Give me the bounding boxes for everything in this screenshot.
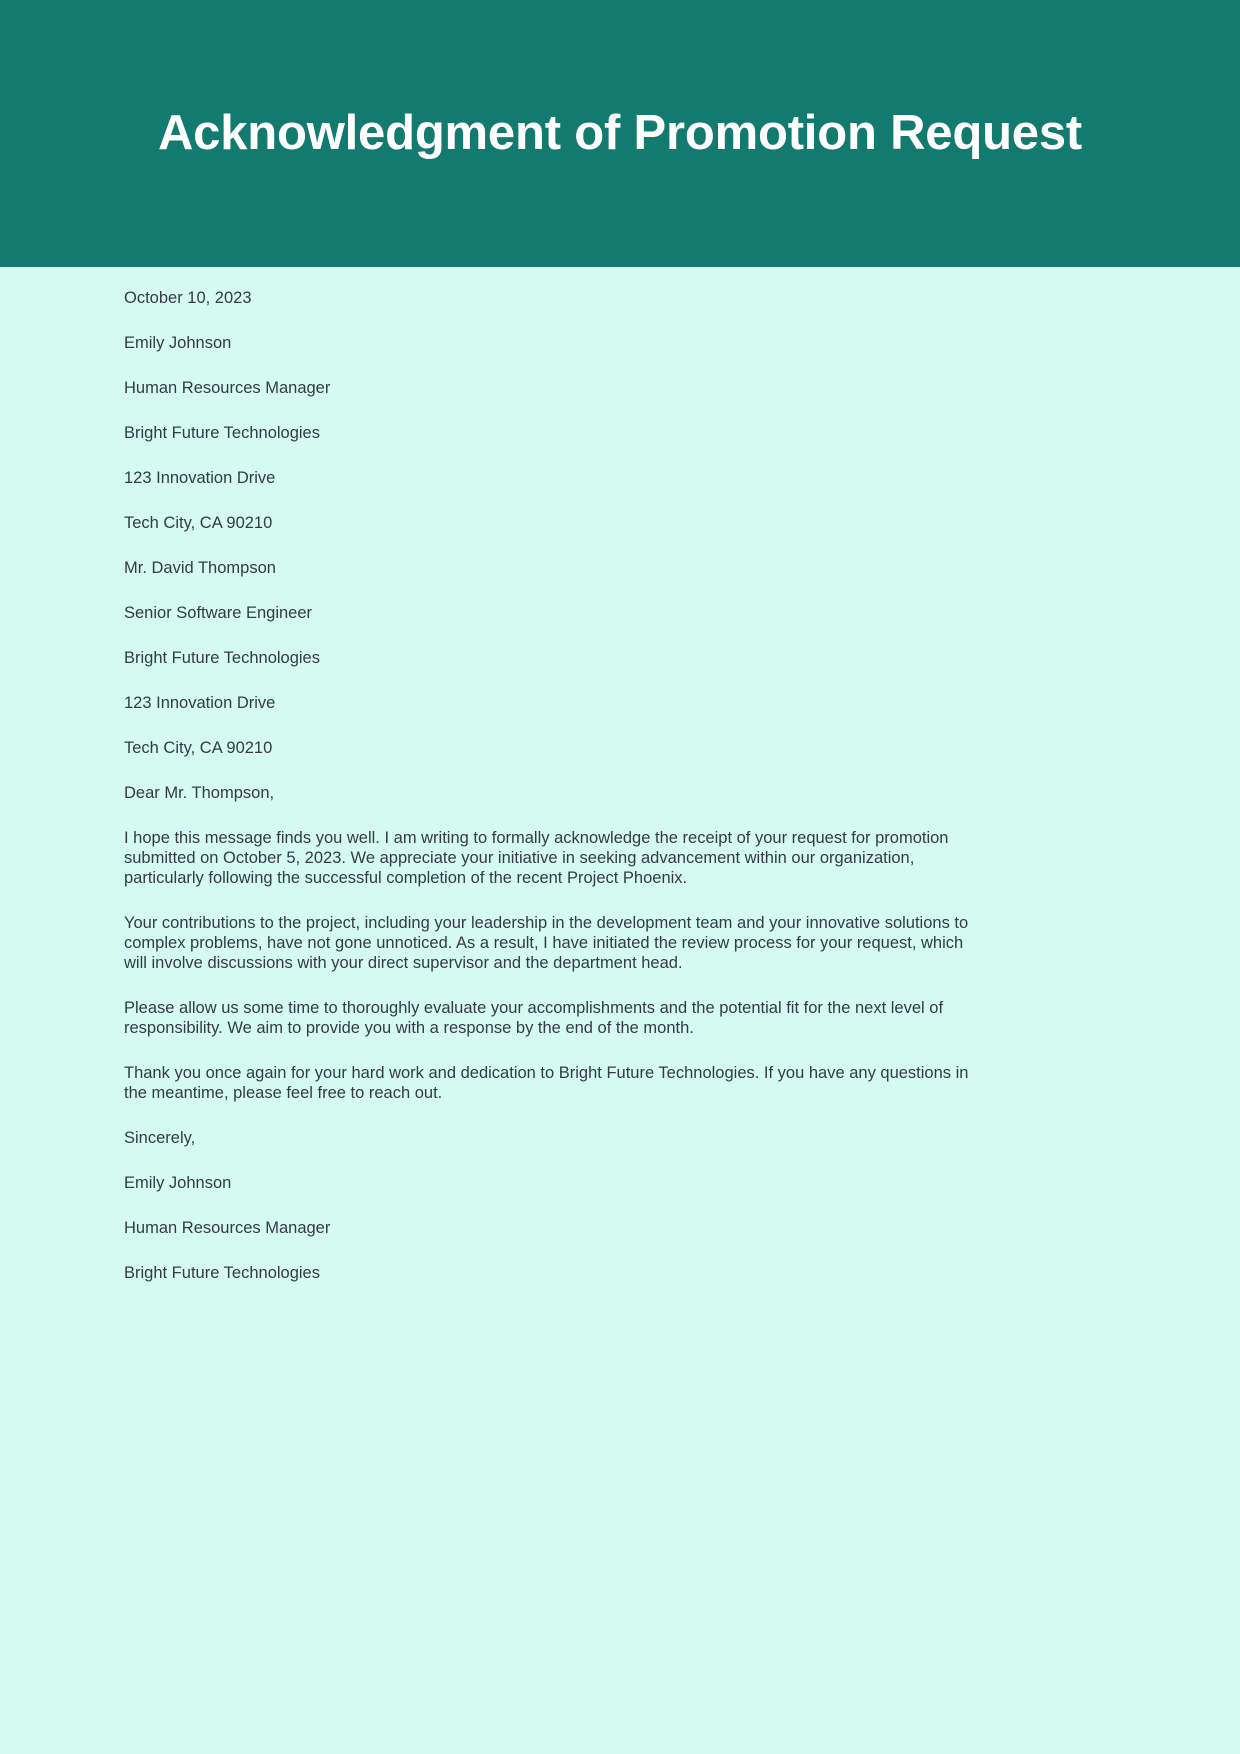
sender-title: Human Resources Manager (124, 378, 331, 397)
document-header-banner (0, 0, 1240, 267)
recipient-title: Senior Software Engineer (124, 603, 313, 622)
recipient-street: 123 Innovation Drive (124, 693, 276, 712)
signature-company: Bright Future Technologies (124, 1263, 320, 1282)
letter-body (0, 267, 1240, 1295)
body-paragraph-1: I hope this message finds you well. I am writing to formally acknowledge the receipt of your request for promotion submitted on October 5, 2023. We appreciate your initiative in seeking advancement within our organization, particularly following the successful completion of the recent Project Phoenix. (124, 828, 949, 887)
sender-city-state-zip: Tech City, CA 90210 (124, 513, 273, 532)
sender-street: 123 Innovation Drive (124, 468, 276, 487)
closing-salutation: Sincerely, (124, 1128, 196, 1147)
body-paragraph-2: Your contributions to the project, including your leadership in the development team and your innovative solutions to complex problems, have not gone unnoticed. As a result, I have initiated the review process for your request, which will involve discussions with your direct supervisor and the department head. (124, 913, 969, 972)
recipient-name: Mr. David Thompson (124, 558, 276, 577)
salutation: Dear Mr. Thompson, (124, 783, 275, 802)
letter-date: October 10, 2023 (124, 288, 252, 307)
sender-name: Emily Johnson (124, 333, 232, 352)
body-paragraph-3: Please allow us some time to thoroughly evaluate your accomplishments and the potential fit for the next level of responsibility. We aim to provide you with a response by the end of the month. (124, 998, 944, 1037)
recipient-company: Bright Future Technologies (124, 648, 320, 667)
sender-company: Bright Future Technologies (124, 423, 320, 442)
body-paragraph-4: Thank you once again for your hard work and dedication to Bright Future Technologies. If you have any questions in the meantime, please feel free to reach out. (124, 1063, 969, 1102)
signature-title: Human Resources Manager (124, 1218, 331, 1237)
recipient-city-state-zip: Tech City, CA 90210 (124, 738, 273, 757)
page-title: Acknowledgment of Promotion Request (157, 105, 1083, 160)
signature-name: Emily Johnson (124, 1173, 232, 1192)
